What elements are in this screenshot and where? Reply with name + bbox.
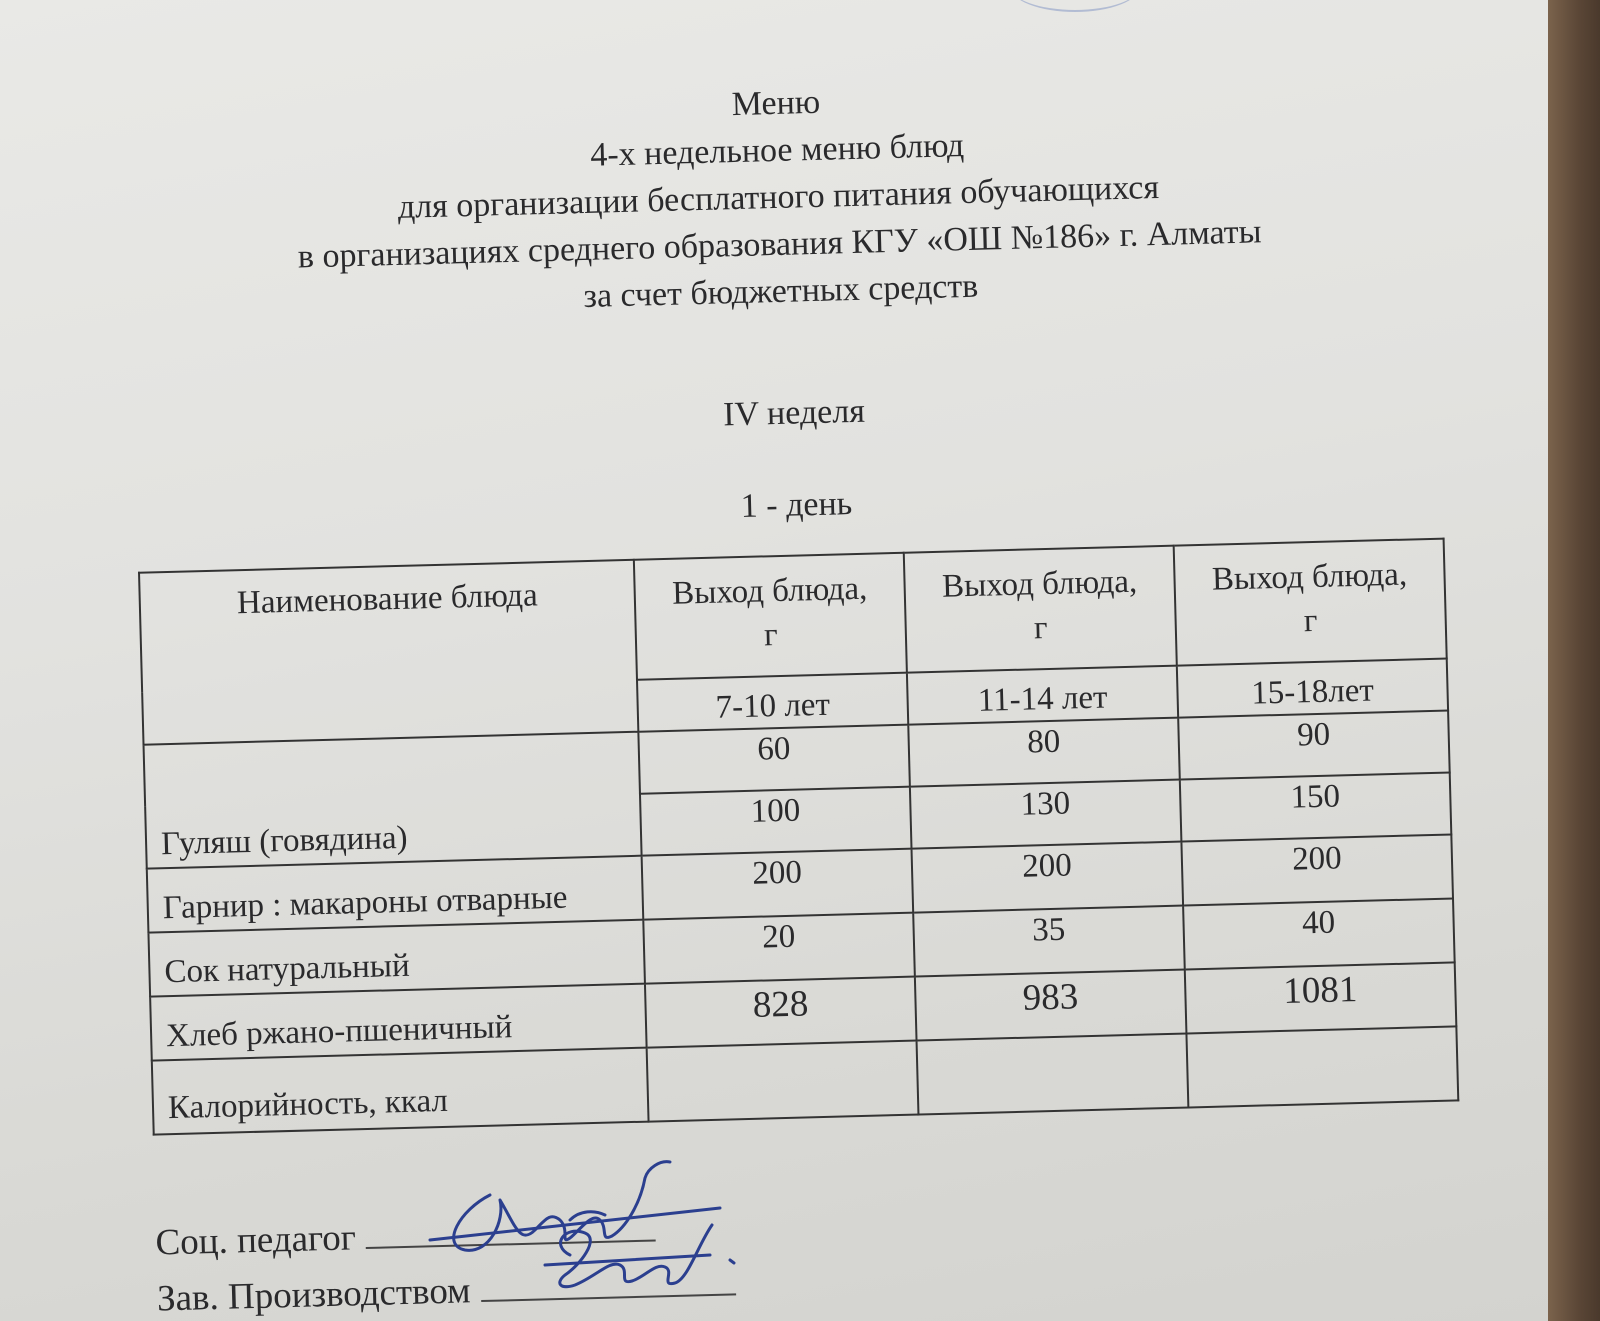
menu-table bbox=[138, 538, 1459, 1136]
age-group-1: 7-10 лет bbox=[637, 673, 908, 732]
header-line-2: 4-х недельное меню блюд bbox=[589, 127, 965, 174]
output-header-1 bbox=[634, 553, 907, 680]
output-header-2 bbox=[904, 546, 1177, 673]
dish-value: 130 bbox=[910, 780, 1182, 849]
document-header bbox=[166, 64, 1392, 331]
output-header-3-line1: Выход блюда, bbox=[1211, 556, 1408, 598]
dish-value: 60 bbox=[638, 725, 910, 794]
output-header-2-line2: г bbox=[1033, 609, 1049, 647]
output-header-1-line2: г bbox=[763, 617, 779, 654]
calorie-value: 828 bbox=[645, 977, 917, 1048]
calorie-value: 1081 bbox=[1185, 962, 1457, 1033]
dish-value: 200 bbox=[1181, 834, 1453, 905]
empty-cell bbox=[917, 1033, 1189, 1114]
soc-pedagog-label: Соц. педагог bbox=[155, 1217, 357, 1264]
dish-value: 40 bbox=[1183, 898, 1455, 969]
age-group-3: 15-18лет bbox=[1177, 659, 1448, 718]
day-label: 1 - день bbox=[740, 485, 853, 525]
dish-value: 200 bbox=[912, 842, 1184, 913]
output-header-1-line1: Выход блюда, bbox=[671, 570, 868, 612]
header-line-1: Меню bbox=[731, 83, 821, 124]
dish-name: Хлеб ржано-пшеничный bbox=[150, 984, 647, 1061]
handwritten-signature-2 bbox=[540, 1205, 760, 1321]
output-header-3 bbox=[1174, 539, 1447, 666]
header-line-4: в организациях среднего образования КГУ «ОШ №186» г. Алматы bbox=[297, 213, 1262, 276]
dish-value: 90 bbox=[1178, 711, 1450, 780]
empty-cell bbox=[647, 1041, 919, 1122]
header-line-5: за счет бюджетных средств bbox=[583, 267, 979, 316]
output-header-2-line1: Выход блюда, bbox=[941, 563, 1138, 605]
empty-cell bbox=[1186, 1026, 1458, 1107]
age-group-2: 11-14 лет bbox=[907, 666, 1178, 725]
header-line-3: для организации бесплатного питания обучающихся bbox=[397, 168, 1160, 226]
dish-name: Гарнир : макароны отварные bbox=[147, 856, 644, 933]
week-label: IV неделя bbox=[722, 392, 866, 434]
dish-name-header: Наименование блюда bbox=[139, 560, 638, 745]
dish-value: 80 bbox=[908, 718, 1180, 787]
dish-value: 150 bbox=[1180, 773, 1452, 842]
dish-value: 200 bbox=[642, 849, 914, 920]
dish-name: Сок натуральный bbox=[148, 920, 645, 997]
dish-value: 20 bbox=[643, 913, 915, 984]
zav-production-label: Зав. Производством bbox=[156, 1270, 472, 1320]
desk-edge bbox=[1548, 0, 1600, 1321]
calories-label: Калорийность, ккал bbox=[152, 1048, 649, 1135]
dish-name: Гуляш (говядина) bbox=[144, 732, 642, 869]
output-header-3-line2: г bbox=[1303, 602, 1318, 640]
calorie-value: 983 bbox=[915, 970, 1187, 1041]
dish-value: 35 bbox=[913, 906, 1185, 977]
dish-value: 100 bbox=[640, 787, 912, 856]
